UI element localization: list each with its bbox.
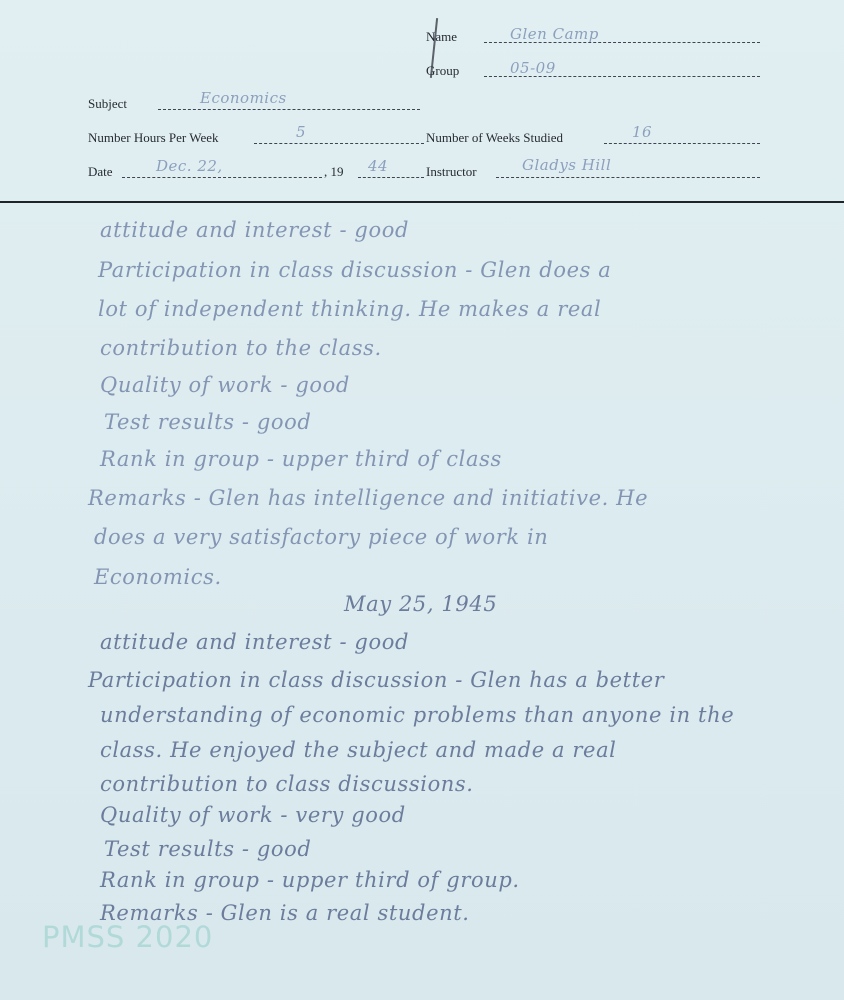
weeks-value: 16 <box>632 123 653 141</box>
year-prefix: , 19 <box>324 164 344 179</box>
instructor-value: Gladys Hill <box>522 156 612 174</box>
instructor-line <box>496 177 760 178</box>
report1-line: attitude and interest - good <box>100 218 409 242</box>
hours-value: 5 <box>296 123 307 141</box>
report1-line: Economics. <box>94 565 222 589</box>
report2-line: Test results - good <box>104 837 312 861</box>
report1-line: contribution to the class. <box>100 336 382 360</box>
date-line <box>122 177 322 178</box>
report2-line: Rank in group - upper third of group. <box>100 868 520 892</box>
hours-line <box>254 143 424 144</box>
group-value: 05-09 <box>510 59 556 77</box>
weeks-label: Number of Weeks Studied <box>426 130 563 145</box>
name-label: Name <box>426 29 458 44</box>
date-label: Date <box>88 164 113 179</box>
watermark-text: PMSS 2020 <box>42 920 214 954</box>
header-divider <box>0 201 844 203</box>
year-value: 44 <box>368 157 389 175</box>
report2-line: class. He enjoyed the subject and made a real <box>100 738 617 762</box>
subject-value: Economics <box>200 89 287 107</box>
report2-line: contribution to class discussions. <box>100 772 474 796</box>
date-value: Dec. 22, <box>156 157 223 175</box>
instructor-label: Instructor <box>426 164 477 179</box>
report1-line: lot of independent thinking. He makes a real <box>98 297 602 321</box>
report1-line: Test results - good <box>104 410 312 434</box>
report2-date: May 25, 1945 <box>344 592 498 616</box>
report2-line: Quality of work - very good <box>100 803 406 827</box>
report1-line: Participation in class discussion - Glen does a <box>98 258 612 282</box>
report2-line: understanding of economic problems than anyone in the <box>100 703 735 727</box>
group-label: Group <box>426 63 460 78</box>
report2-line: attitude and interest - good <box>100 630 409 654</box>
subject-label: Subject <box>88 96 127 111</box>
report1-line: Quality of work - good <box>100 373 350 397</box>
report1-line: Remarks - Glen has intelligence and initiative. He <box>88 486 649 510</box>
hours-label: Number Hours Per Week <box>88 130 219 145</box>
year-line <box>358 177 424 178</box>
weeks-line <box>604 143 760 144</box>
report1-line: does a very satisfactory piece of work in <box>94 525 549 549</box>
report2-line: Remarks - Glen is a real student. <box>100 901 470 925</box>
report1-line: Rank in group - upper third of class <box>100 447 502 471</box>
name-value: Glen Camp <box>510 25 599 43</box>
report2-line: Participation in class discussion - Glen has a better <box>88 668 665 692</box>
subject-line <box>158 109 420 110</box>
